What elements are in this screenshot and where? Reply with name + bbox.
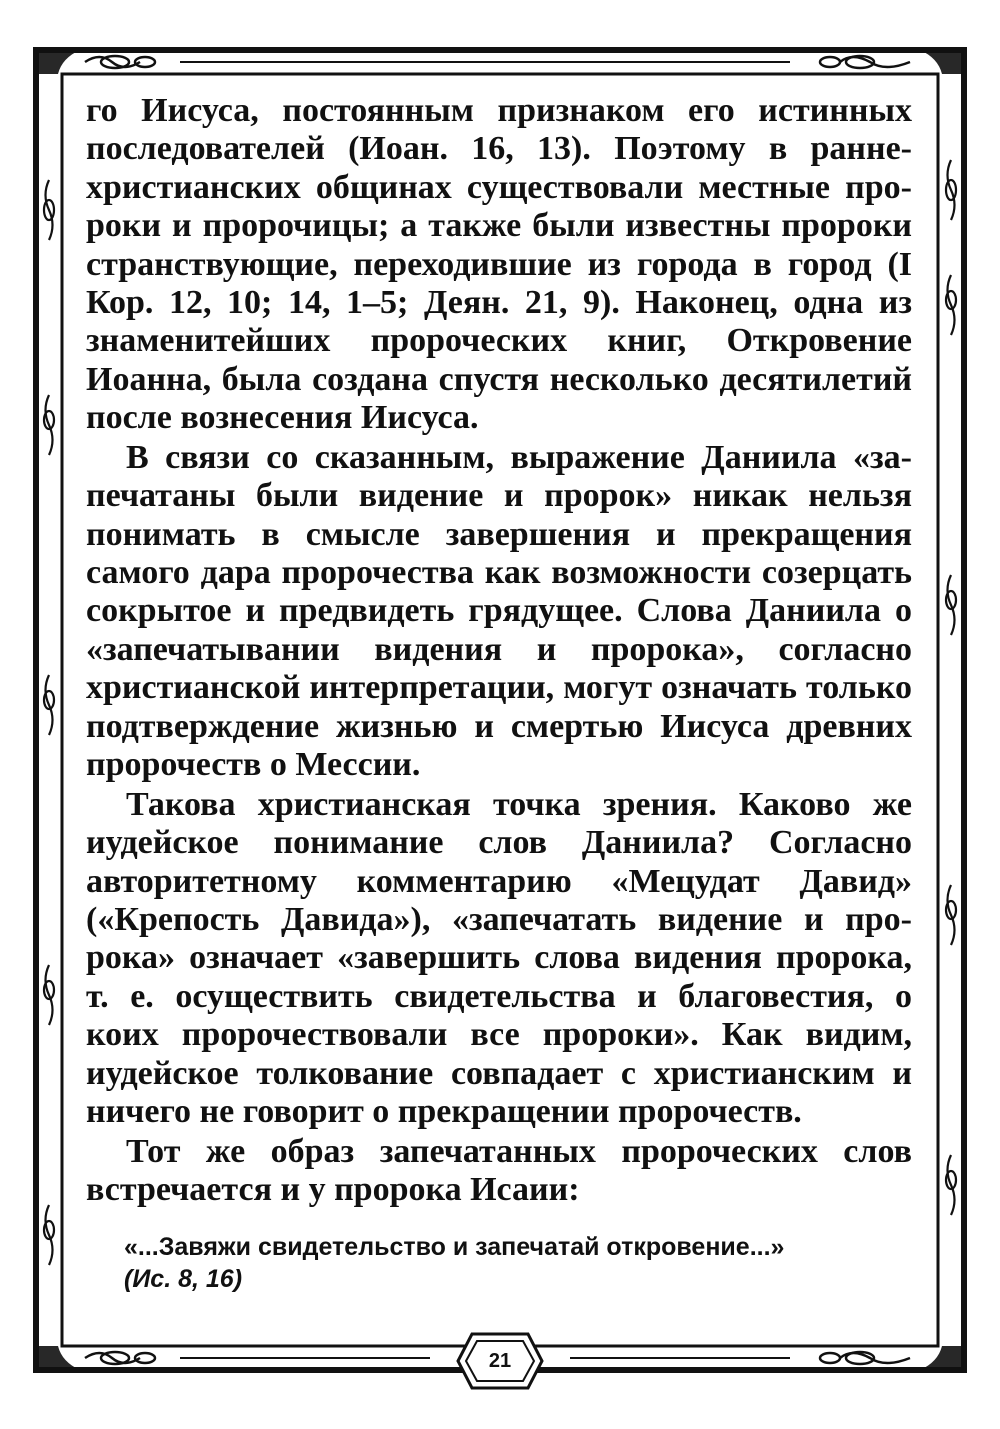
page-number: 21	[488, 1349, 512, 1372]
paragraph-1: го Иисуса, постоянным признаком его истинных последователей (Иоан. 16, 13). Поэтому в раннехристианских общинах существовали местные пророки и пророчицы; а также были известны пророки странствующие, переходившие из города в город (I Кор. 12, 10; 14, 1–5; Деян. 21, 9). Наконец, одна из знаменитейших пророческих книг, Откровение Иоанна, была создана спустя несколько десятилетий после вознесения Иисуса.	[86, 92, 912, 437]
page-text	[86, 92, 912, 1295]
quote-text: «...Завяжи свидетельство и запечатай откровение...»	[124, 1233, 785, 1262]
quote-reference: (Ис. 8, 16)	[124, 1265, 243, 1294]
paragraph-4: Тот же образ запечатанных пророческих слов встречается и у пророка Исаии:	[86, 1132, 912, 1208]
scripture-quote	[86, 1231, 912, 1295]
paragraph-2: В связи со сказанным, выражение Даниила «запечатаны были видение и пророк» никак нельзя понимать в смысле завершения и прекращения самого дара пророчества как возможности созерцать сокрытое и предвидеть грядущее. Слова Даниила о «запечатывании видения и пророка», согласно христианской интерпретации, могут означать только подтверждение жизнью и смертью Иисуса древних пророчеств о Мессии.	[86, 438, 912, 784]
paragraph-3: Такова христианская точка зрения. Каково же иудейское понимание слов Даниила? Согласно авторитетному комментарию «Мецудат Давид» («Крепость Давида»), «запечатать видение и пророка» означает «завершить слова видения пророка, т. е. осуществить свидетельства и благовестия, о коих пророчествовали все пророки». Как видим, иудейское толкование совпадает с христианским и ничего не говорит о прекращении пророчеств.	[86, 785, 912, 1130]
